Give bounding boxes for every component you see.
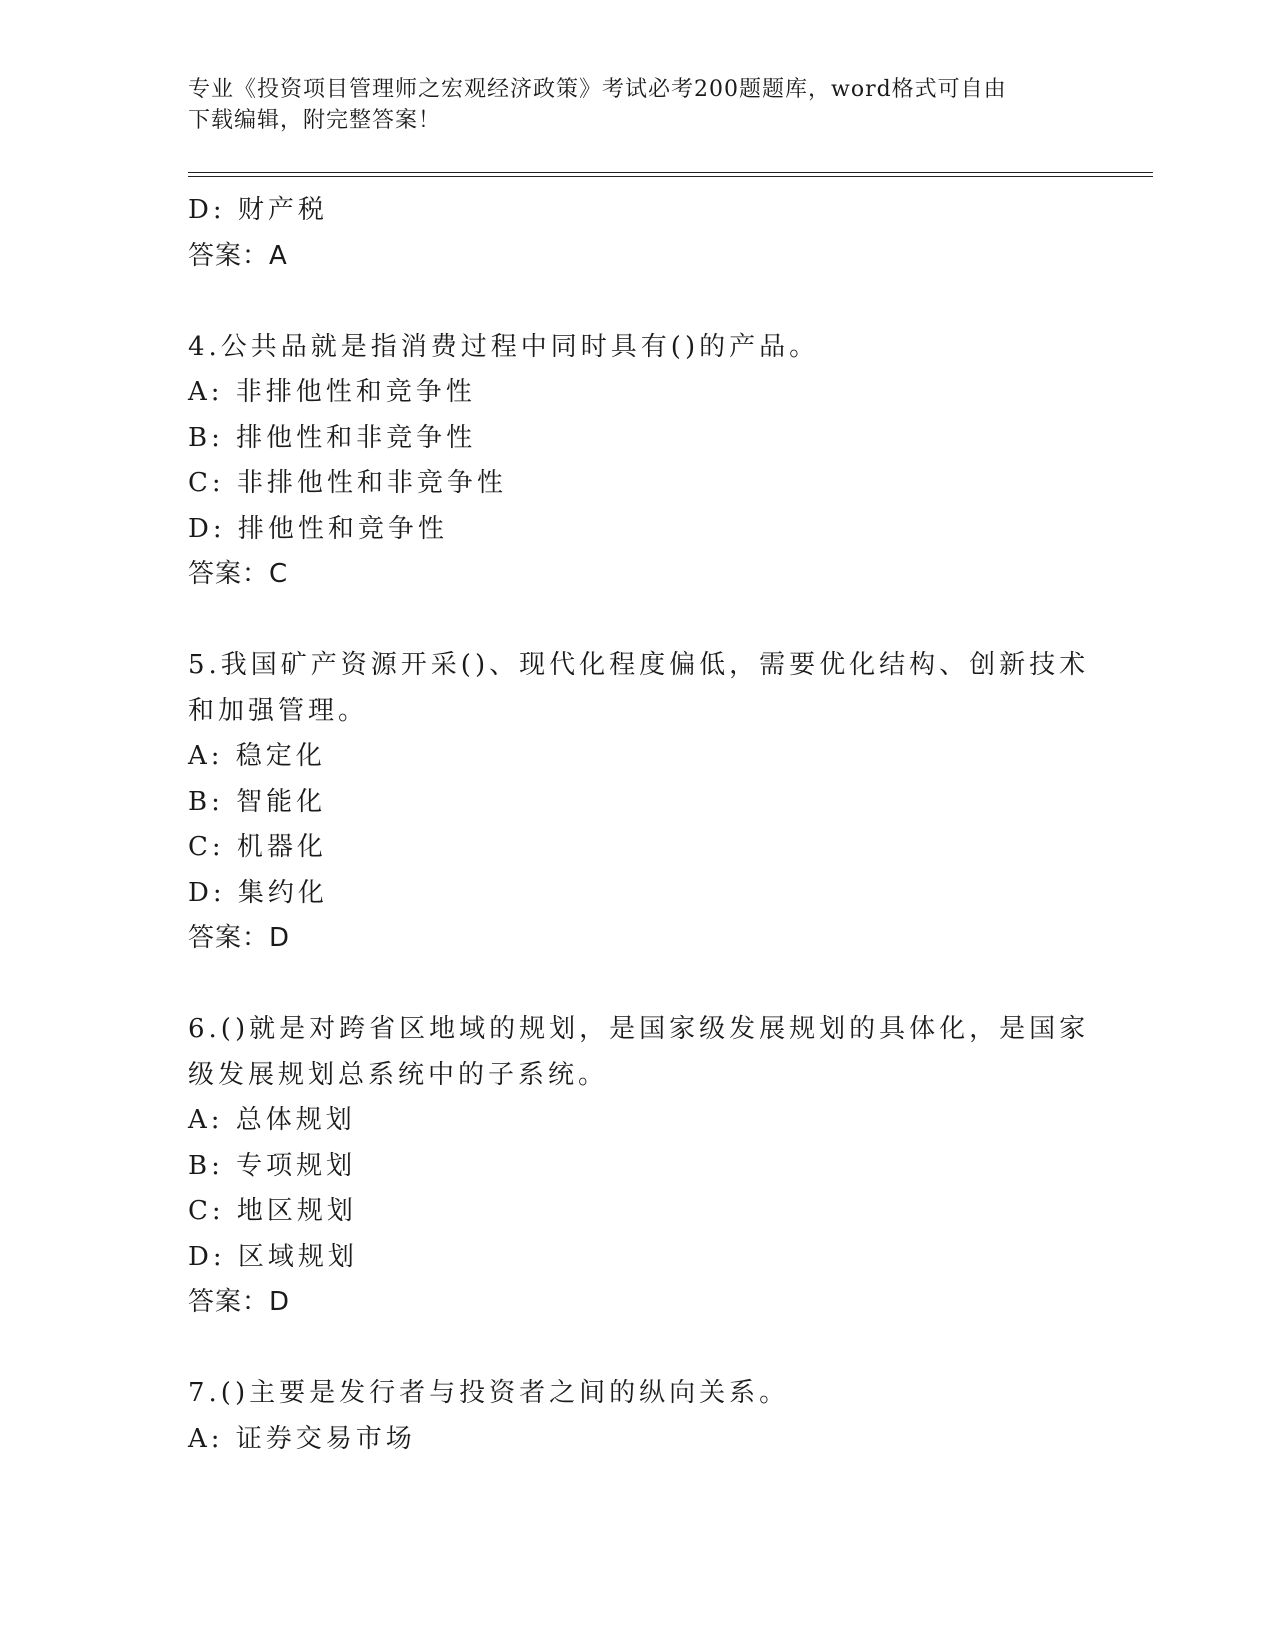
question-7 xyxy=(188,1371,1068,1462)
option-d: D: 排他性和竞争性 xyxy=(188,513,448,544)
option-a: A: 总体规划 xyxy=(188,1105,356,1135)
option-c: C: 非排他性和非竞争性 xyxy=(188,468,507,498)
option-b: B: 排他性和非竞争性 xyxy=(188,422,477,453)
spacer xyxy=(188,1326,1068,1372)
question-6 xyxy=(188,1007,1090,1326)
header-line-2: 下载编辑，附完整答案！ xyxy=(188,108,442,133)
spacer xyxy=(188,598,1068,644)
question-stem-line-2: 级发展规划总系统中的子系统。 xyxy=(188,1059,609,1090)
option-b: B: 专项规划 xyxy=(188,1150,357,1181)
answer: 答案：A xyxy=(188,240,288,271)
question-5 xyxy=(188,643,1090,962)
question-stem: 7.()主要是发行者与投资者之间的纵向关系。 xyxy=(188,1378,790,1408)
option-d: D: 集约化 xyxy=(188,877,328,908)
answer: 答案：D xyxy=(188,923,291,953)
option-b: B: 智能化 xyxy=(188,786,327,817)
header-line-1: 专业《投资项目管理师之宏观经济政策》考试必考200题题库，word格式可自由 xyxy=(188,77,1007,102)
option-c: C: 机器化 xyxy=(188,832,327,862)
option-c: C: 地区规划 xyxy=(188,1196,357,1226)
question-stem-line-1: 5.我国矿产资源开采()、现代化程度偏低，需要优化结构、创新技术 xyxy=(188,650,1090,680)
document-header xyxy=(188,74,1088,136)
option-d: D: 财产税 xyxy=(188,195,328,225)
header-divider-bottom xyxy=(188,176,1153,177)
spacer xyxy=(188,279,1068,325)
spacer xyxy=(188,962,1068,1008)
question-4 xyxy=(188,325,1068,598)
question-stem: 4.公共品就是指消费过程中同时具有()的产品。 xyxy=(188,331,820,362)
answer: 答案：D xyxy=(188,1287,291,1317)
header-divider-top xyxy=(188,172,1153,173)
answer: 答案：C xyxy=(188,559,289,589)
question-list xyxy=(188,188,1090,1462)
previous-question-tail xyxy=(188,188,1068,279)
option-d: D: 区域规划 xyxy=(188,1241,358,1272)
option-a: A: 稳定化 xyxy=(188,741,326,771)
option-a: A: 非排他性和竞争性 xyxy=(188,377,476,407)
question-stem-line-2: 和加强管理。 xyxy=(188,695,369,726)
option-a: A: 证券交易市场 xyxy=(188,1423,416,1454)
question-stem-line-1: 6.()就是对跨省区地域的规划，是国家级发展规划的具体化，是国家 xyxy=(188,1014,1090,1044)
